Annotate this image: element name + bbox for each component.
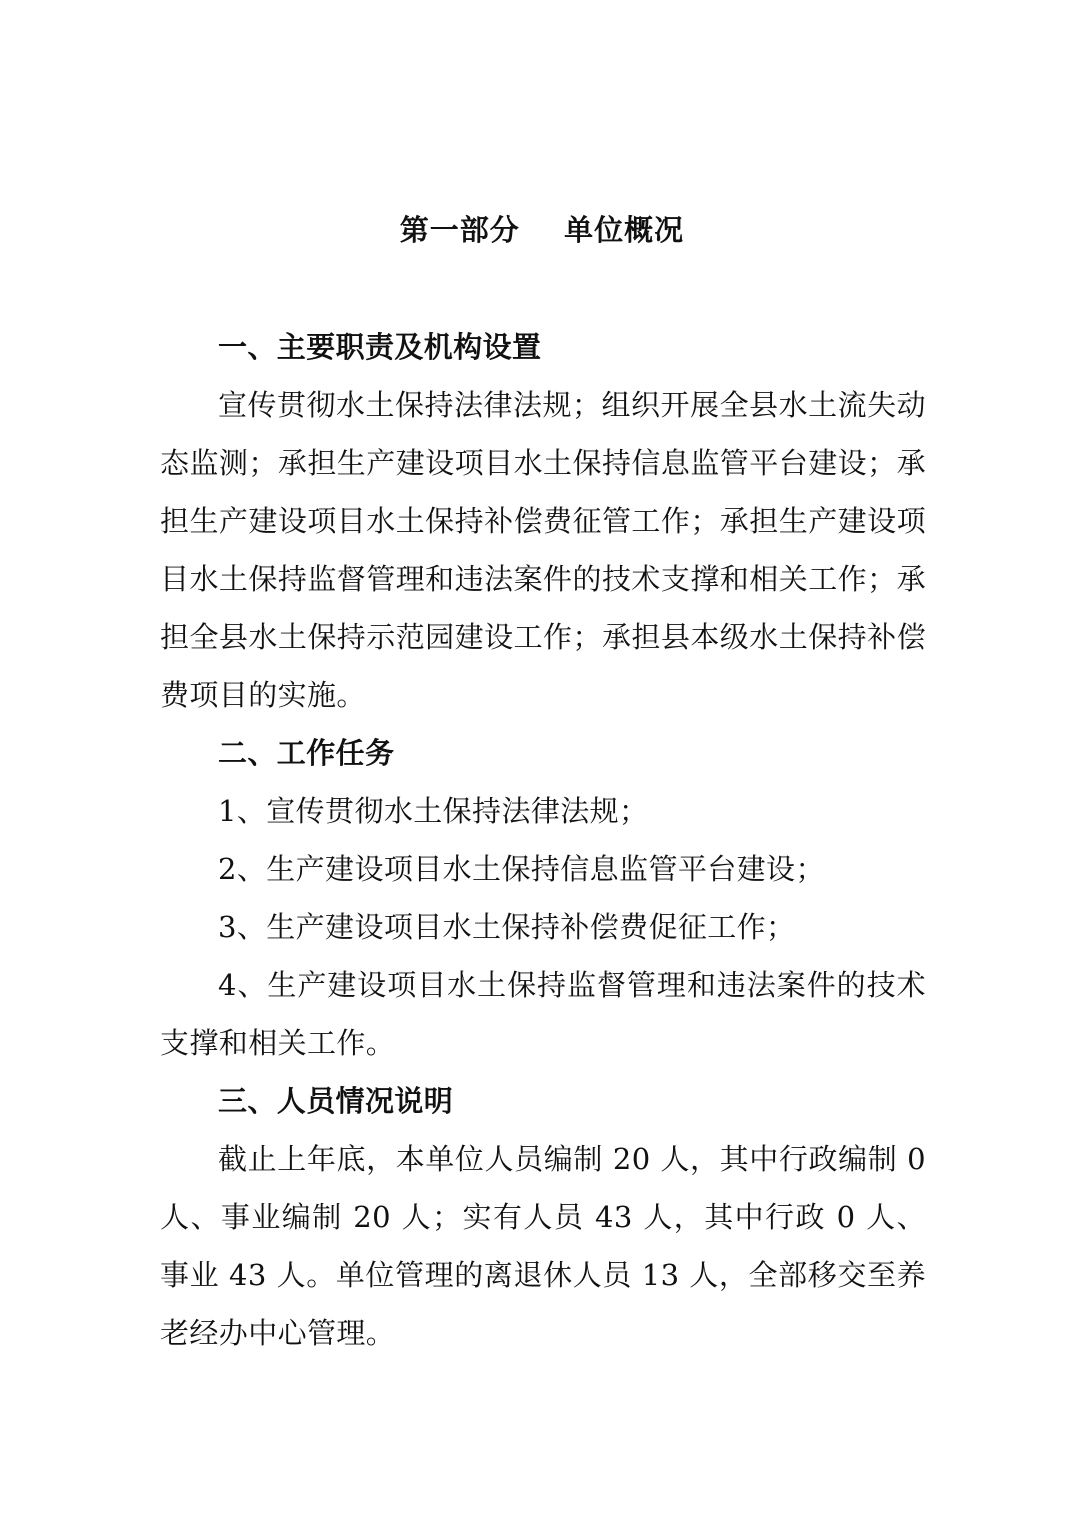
task-item-4: 4、生产建设项目水土保持监督管理和违法案件的技术支撑和相关工作。	[160, 968, 926, 1060]
section-heading-staff: 三、人员情况说明	[218, 1084, 454, 1118]
document-body	[160, 318, 926, 1362]
task-item-1: 1、宣传贯彻水土保持法律法规；	[218, 794, 649, 828]
task-item-3: 3、生产建设项目水土保持补偿费促征工作；	[218, 910, 796, 944]
paragraph-duties: 宣传贯彻水土保持法律法规；组织开展全县水土流失动态监测；承担生产建设项目水土保持信息监管平台建设；承担生产建设项目水土保持补偿费征管工作；承担生产建设项目水土保持监督管理和违法案件的技术支撑和相关工作；承担全县水土保持示范园建设工作；承担县本级水土保持补偿费项目的实施。	[160, 388, 926, 712]
page-title: 第一部分 单位概况	[399, 213, 685, 247]
section-heading-tasks: 二、工作任务	[218, 736, 395, 770]
paragraph-staff: 截止上年底，本单位人员编制 20 人，其中行政编制 0 人、事业编制 20 人；实有人员 43 人，其中行政 0 人、事业 43 人。单位管理的离退休人员 13 人，全部移交至养老经办中心管理。	[160, 1142, 926, 1350]
task-item-2: 2、生产建设项目水土保持信息监管平台建设；	[218, 852, 825, 886]
section-heading-duties: 一、主要职责及机构设置	[218, 330, 542, 364]
